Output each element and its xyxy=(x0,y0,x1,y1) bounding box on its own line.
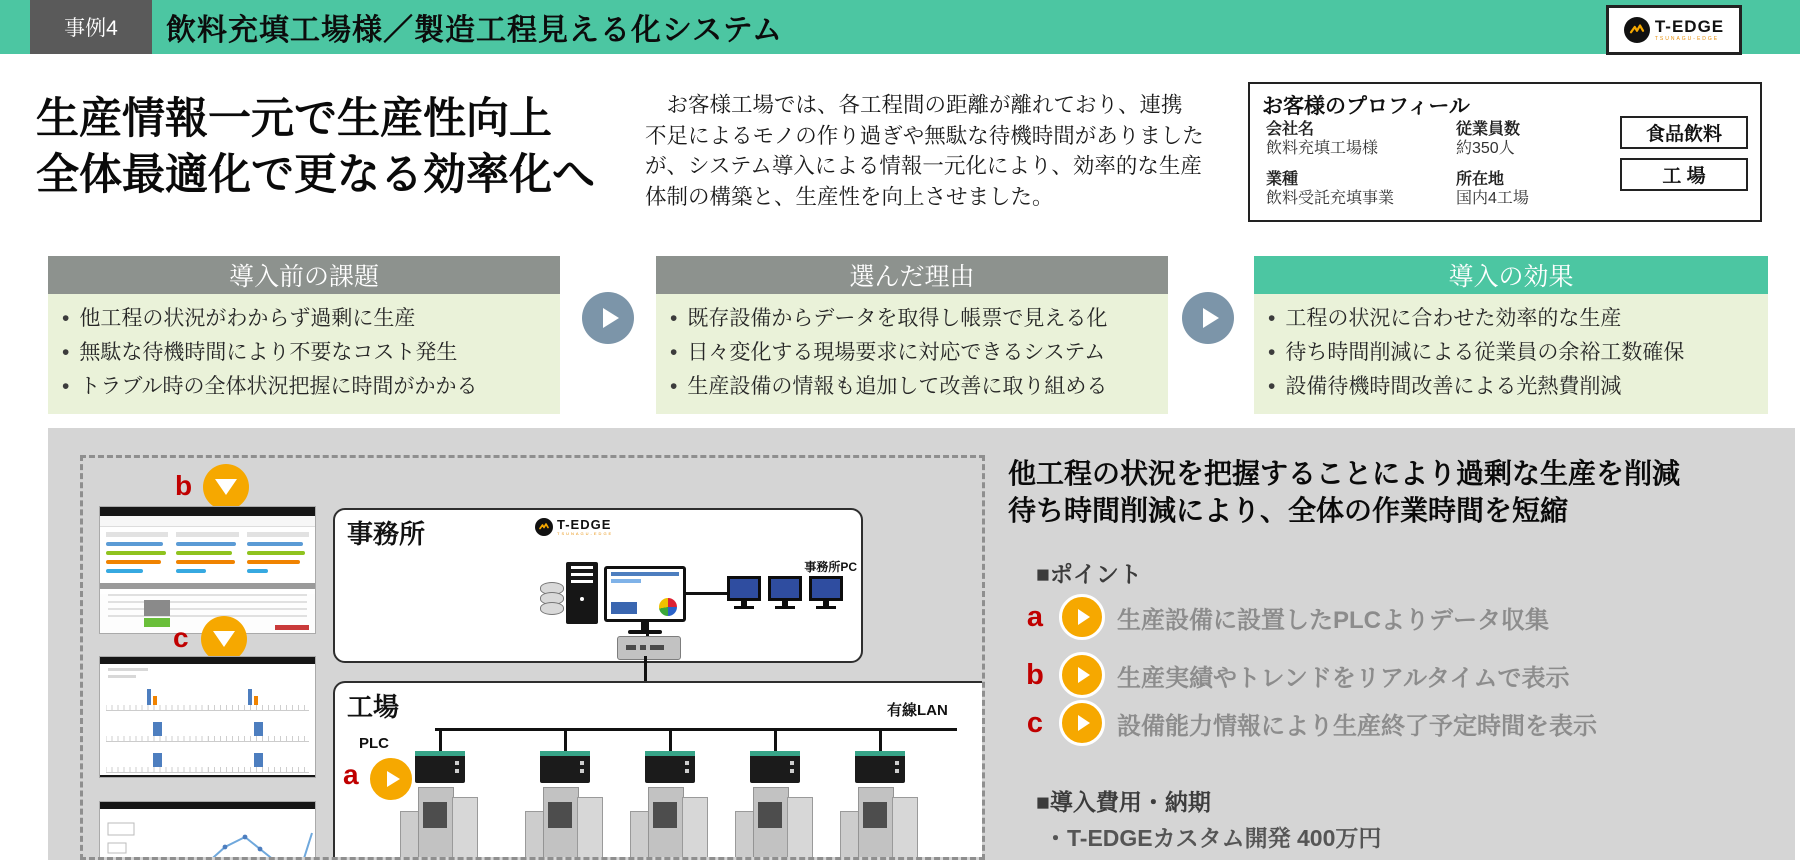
profile-field-industry xyxy=(1266,170,1456,210)
case-number-badge: 事例4 xyxy=(30,0,152,54)
drop-line xyxy=(669,728,672,753)
profile-fields xyxy=(1266,120,1606,210)
customer-profile-box xyxy=(1248,82,1762,222)
plc-unit-icon xyxy=(855,751,905,783)
right-triangle-icon xyxy=(1078,667,1090,683)
right-triangle-icon xyxy=(1078,715,1090,731)
column-reasons xyxy=(656,256,1168,414)
machine-with-plc-icon xyxy=(400,751,480,860)
plc-unit-icon xyxy=(645,751,695,783)
marker-c-letter: c xyxy=(173,622,189,653)
point-text: 生産設備に設置したPLCよりデータ収集 xyxy=(1117,606,1549,634)
drop-line xyxy=(774,728,777,753)
profile-field-employees xyxy=(1456,120,1606,160)
top-bar xyxy=(0,0,1800,54)
result-headline xyxy=(1008,456,1680,530)
drop-line xyxy=(439,728,442,753)
profile-field-value: 飲料充填工場様 xyxy=(1266,140,1379,158)
profile-field-label: 所在地 xyxy=(1456,170,1505,188)
list-item: • 設備待機時間改善による光熱費削減 xyxy=(1268,370,1758,404)
machine-with-plc-icon xyxy=(525,751,605,860)
marker-b-down-icon xyxy=(203,464,249,510)
main-headline-line2: 全体最適化で更なる効率化へ xyxy=(36,150,595,199)
column-issues-before xyxy=(48,256,560,414)
profile-field-label: 従業員数 xyxy=(1456,121,1521,138)
intro-paragraph-line: 不足によるモノの作り過ぎや無駄な待機時間がありました xyxy=(645,123,1204,148)
intro-paragraph-line: が、システム導入による情報一元化により、効率的な生産 xyxy=(645,154,1202,179)
point-key: a xyxy=(1026,600,1044,633)
column-list xyxy=(48,294,560,414)
tag-food-beverage: 食品飲料 xyxy=(1620,116,1748,149)
office-pc-label: 事務所PC xyxy=(804,560,857,574)
gateway-device-icon xyxy=(617,636,681,660)
server-icon-group xyxy=(540,560,700,630)
pc-monitor-icon xyxy=(768,576,802,609)
profile-field-value: 国内4工場 xyxy=(1456,190,1529,208)
profile-field-location xyxy=(1456,170,1606,210)
point-row-a xyxy=(1023,594,1549,640)
intro-paragraph-line: お客様工場では、各工程間の距離が離れており、連携 xyxy=(645,93,1183,117)
column-header: 導入の効果 xyxy=(1254,256,1768,294)
cost-section-title: ■導入費用・納期 xyxy=(1036,789,1211,815)
screenshot-titlebar xyxy=(100,802,315,809)
tedge-logo-subtext: TSUNAGU-EDGE xyxy=(557,531,614,536)
column-header: 導入前の課題 xyxy=(48,256,560,294)
right-triangle-icon xyxy=(387,771,400,787)
factory-label: 工場 xyxy=(347,692,400,722)
office-label: 事務所 xyxy=(347,519,426,549)
list-item: • 既存設備からデータを取得し帳票で見える化 xyxy=(670,302,1158,336)
machine-with-plc-icon xyxy=(630,751,710,860)
right-triangle-icon xyxy=(603,308,619,328)
play-icon xyxy=(1059,700,1105,746)
main-headline xyxy=(36,92,595,204)
factory-box xyxy=(333,681,985,860)
screenshot-titlebar xyxy=(100,657,315,664)
result-headline-line1: 他工程の状況を把握することにより過剰な生産を削減 xyxy=(1008,458,1681,489)
profile-field-label: 会社名 xyxy=(1266,121,1315,138)
point-row-c xyxy=(1023,700,1597,746)
point-text: 生産実績やトレンドをリアルタイムで表示 xyxy=(1117,664,1570,692)
column-effects xyxy=(1254,256,1768,414)
intro-paragraph xyxy=(645,90,1204,213)
plc-unit-icon xyxy=(415,751,465,783)
list-item: • 工程の状況に合わせた効率的な生産 xyxy=(1268,302,1758,336)
dashboard-screenshot-trend xyxy=(99,506,316,634)
drop-line xyxy=(879,728,882,753)
dashboard-screenshot-capacity xyxy=(99,656,316,778)
pc-monitor-icon xyxy=(727,576,761,609)
screenshot-bar-rows xyxy=(100,527,315,581)
column-header: 選んだ理由 xyxy=(656,256,1168,294)
point-key: c xyxy=(1026,706,1044,739)
office-box xyxy=(333,508,863,663)
tedge-logo-icon xyxy=(535,518,553,536)
list-item: • 日々変化する現場要求に対応できるシステム xyxy=(670,336,1158,370)
list-item: • 生産設備の情報も追加して改善に取り組める xyxy=(670,370,1158,404)
profile-field-value: 約350人 xyxy=(1456,140,1515,158)
pc-monitor-icon xyxy=(809,576,843,609)
intro-paragraph-line: 体制の構築と、生産性を向上させました。 xyxy=(645,185,1054,210)
connector-line xyxy=(685,592,733,595)
marker-a-letter: a xyxy=(343,759,359,790)
list-item: • トラブル時の全体状況把握に時間がかかる xyxy=(62,370,550,404)
points-section-title: ■ポイント xyxy=(1036,561,1142,587)
tedge-logo-subtext: TSUNAGU-EDGE xyxy=(1654,36,1720,42)
drop-line xyxy=(564,728,567,753)
right-triangle-icon xyxy=(1078,609,1090,625)
machine-with-plc-icon xyxy=(840,751,920,860)
profile-field-label: 業種 xyxy=(1266,170,1299,188)
screenshot-toolbar xyxy=(100,516,315,527)
database-icon xyxy=(540,582,564,622)
tedge-logo-small xyxy=(535,518,613,536)
down-triangle-icon xyxy=(215,479,237,495)
point-row-b xyxy=(1023,652,1570,698)
bottom-panel xyxy=(48,428,1795,860)
page-title: 飲料充填工場様／製造工程見える化システム xyxy=(166,14,783,47)
play-icon xyxy=(1059,594,1105,640)
profile-field-company xyxy=(1266,120,1456,160)
tedge-logo-text-group xyxy=(1655,18,1724,42)
tedge-logo-text: T-EDGE xyxy=(1654,17,1725,36)
plc-unit-icon xyxy=(540,751,590,783)
right-triangle-icon xyxy=(1203,308,1219,328)
wired-lan-label: 有線LAN xyxy=(887,702,948,719)
list-item: • 待ち時間削減による従業員の余裕工数確保 xyxy=(1268,336,1758,370)
column-list xyxy=(1254,294,1768,414)
result-headline-line2: 待ち時間削減により、全体の作業時間を短縮 xyxy=(1008,494,1569,526)
dashboard-screenshot-linechart xyxy=(99,801,316,860)
system-diagram xyxy=(80,455,985,860)
line-chart-graphic xyxy=(100,809,315,860)
tedge-logo-box xyxy=(1606,5,1742,55)
point-key: b xyxy=(1026,658,1044,691)
server-tower-icon xyxy=(566,562,598,624)
tedge-logo-text: T-EDGE xyxy=(557,517,612,532)
plc-label: PLC xyxy=(359,735,389,752)
screenshot-titlebar xyxy=(100,507,315,516)
play-icon xyxy=(1059,652,1105,698)
down-triangle-icon xyxy=(213,631,235,647)
point-text: 設備能力情報により生産終了予定時間を表示 xyxy=(1117,712,1597,740)
flow-arrow-icon xyxy=(582,292,634,344)
pie-chart-icon xyxy=(659,598,677,616)
tag-factory: 工 場 xyxy=(1620,158,1748,191)
profile-field-value: 飲料受託充填事業 xyxy=(1266,190,1395,208)
list-item: • 他工程の状況がわからず過剰に生産 xyxy=(62,302,550,336)
marker-b-letter: b xyxy=(175,470,193,501)
machine-with-plc-icon xyxy=(735,751,815,860)
flow-arrow-icon xyxy=(1182,292,1234,344)
cost-item: ・T-EDGEカスタム開発 400万円 xyxy=(1044,825,1382,851)
list-item: • 無駄な待機時間により不要なコスト発生 xyxy=(62,336,550,370)
profile-title: お客様のプロフィール xyxy=(1262,95,1470,118)
plc-unit-icon xyxy=(750,751,800,783)
column-list xyxy=(656,294,1168,414)
screenshot-mini-charts xyxy=(100,682,315,775)
profile-tags xyxy=(1620,116,1748,191)
server-monitor-icon xyxy=(604,566,686,636)
tedge-logo-icon xyxy=(1624,17,1650,43)
main-headline-line1: 生産情報一元で生産性向上 xyxy=(36,95,552,143)
